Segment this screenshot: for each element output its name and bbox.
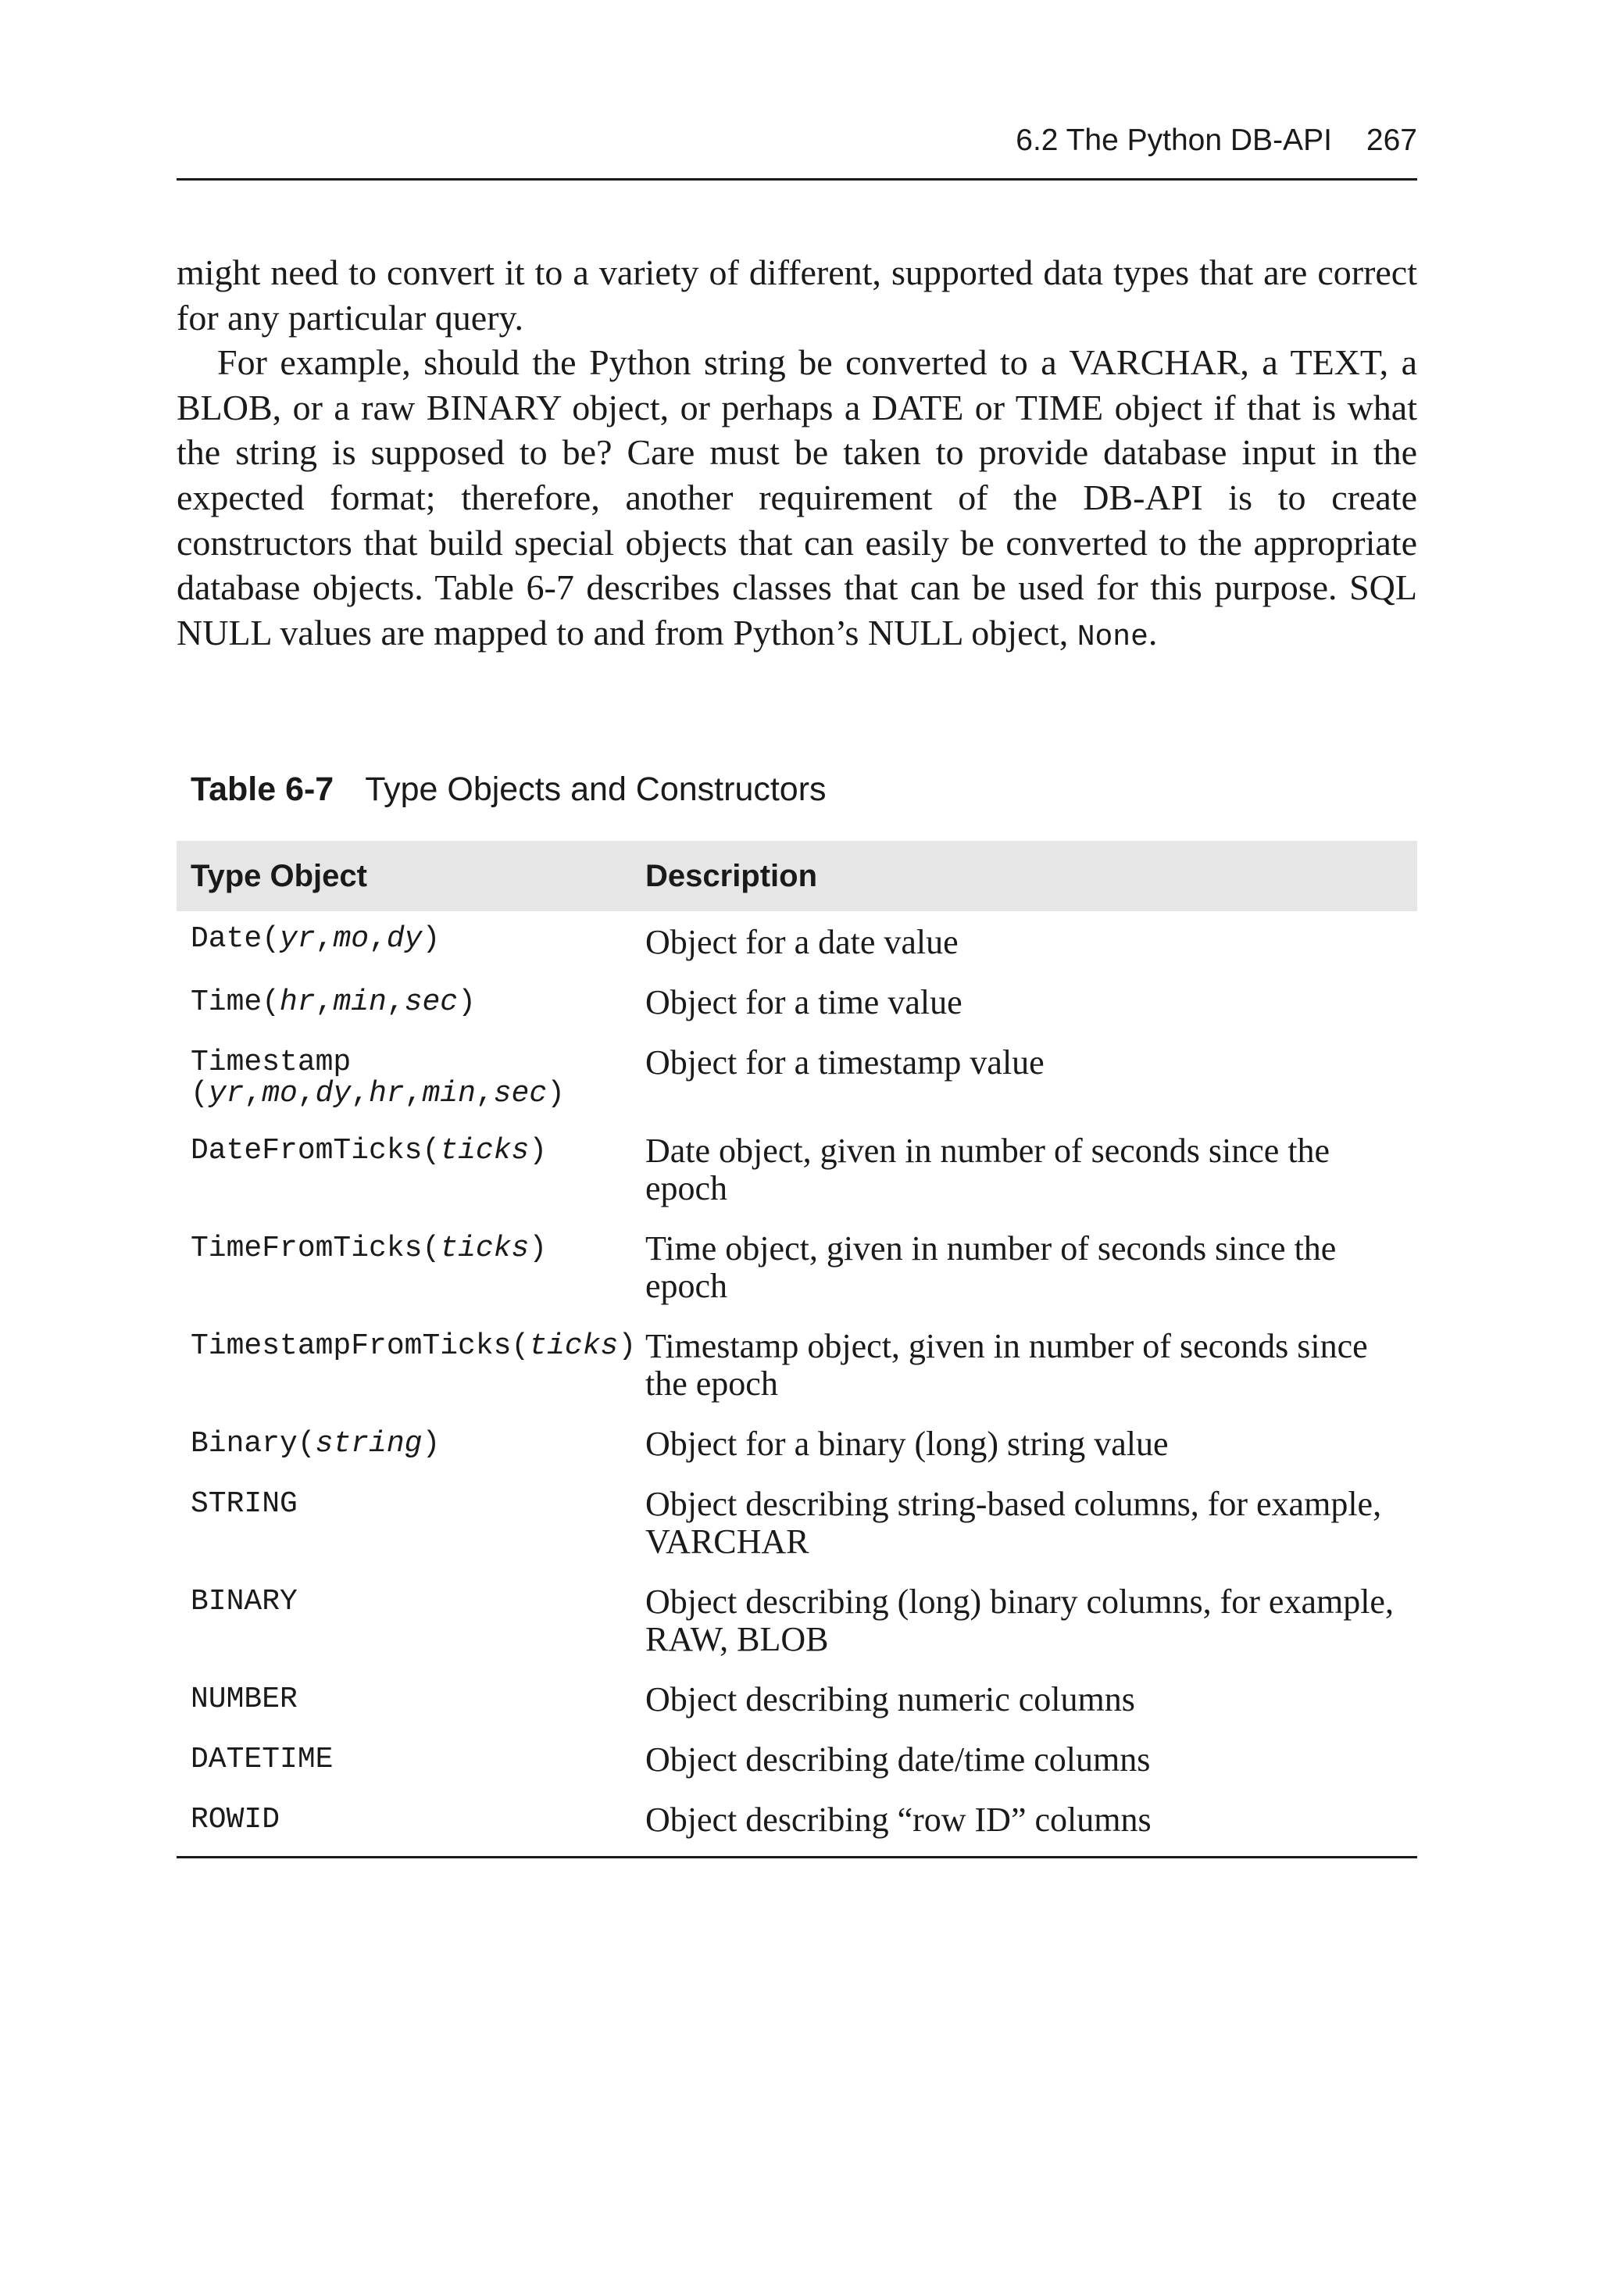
description-cell: Object describing string-based columns, for example, VARCHAR: [645, 1485, 1382, 1561]
type-object-cell: DATETIME: [191, 1743, 334, 1776]
description-cell: Object for a date value: [645, 923, 959, 961]
type-object-cell: ROWID: [191, 1803, 280, 1836]
type-objects-table: [177, 841, 1417, 1858]
type-object-cell: Binary(string): [191, 1427, 441, 1461]
table-caption-title: Type Objects and Constructors: [365, 771, 827, 808]
description-cell: Object for a timestamp value: [645, 1043, 1045, 1082]
section-title: 6.2 The Python DB-API: [1016, 123, 1332, 157]
running-head: [1016, 123, 1417, 158]
description-cell: Object describing date/time columns: [645, 1740, 1151, 1779]
body-text: [177, 250, 1417, 660]
table-row: [177, 1670, 1417, 1730]
table-row: [177, 911, 1417, 973]
column-header-description: Description: [645, 858, 818, 893]
table-row: [177, 1730, 1417, 1790]
table-row: [177, 1219, 1417, 1317]
description-cell: Timestamp object, given in number of seconds since the epoch: [645, 1327, 1368, 1403]
table-header-row: [177, 841, 1417, 911]
table-row: [177, 1475, 1417, 1572]
type-object-cell: Date(yr,mo,dy): [191, 922, 441, 956]
column-header-type-object: Type Object: [191, 858, 367, 893]
paragraph-2-end: .: [1148, 612, 1158, 653]
table-row: [177, 1121, 1417, 1219]
type-object-cell: BINARY: [191, 1585, 298, 1618]
table-row: [177, 1572, 1417, 1670]
table-row: [177, 1317, 1417, 1414]
description-cell: Object describing (long) binary columns, for example, RAW, BLOB: [645, 1583, 1394, 1658]
type-object-cell: Time(hr,min,sec): [191, 985, 476, 1019]
table-row: [177, 1414, 1417, 1475]
table-caption: [191, 771, 827, 809]
table-row: [177, 1033, 1417, 1121]
type-object-cell: Timestamp (yr,mo,dy,hr,min,sec): [191, 1046, 565, 1110]
paragraph-1: might need to convert it to a variety of different, supported data types that are correct for any particular query.: [177, 252, 1417, 338]
description-cell: Object describing “row ID” columns: [645, 1801, 1152, 1839]
table-caption-label: Table 6-7: [191, 771, 334, 808]
type-object-cell: DateFromTicks(ticks): [191, 1134, 548, 1168]
type-object-cell: NUMBER: [191, 1683, 298, 1716]
description-cell: Date object, given in number of seconds since the epoch: [645, 1132, 1330, 1207]
table-body: [177, 911, 1417, 1858]
header-rule: [177, 178, 1417, 181]
paragraph-2-text: For example, should the Python string be converted to a VARCHAR, a TEXT, a BLOB, or a raw BINARY object, or perhaps a DATE or TIME object if that is what the string is supposed to be? Care must be taken to provide database input in the expected format; therefore, another requirement of the DB-API is to create constructors that build special objects that can easily be converted to the appropriate database objects. Table 6-7 describes classes that can be used for this purpose. SQL NULL values are mapped to and from Python’s NULL object,: [177, 342, 1417, 653]
description-cell: Object for a binary (long) string value: [645, 1425, 1169, 1463]
paragraph-2: [177, 340, 1417, 660]
inline-code-none: None: [1077, 620, 1148, 654]
table-row: [177, 1790, 1417, 1858]
table-row: [177, 973, 1417, 1033]
description-cell: Object for a time value: [645, 983, 962, 1021]
description-cell: Time object, given in number of seconds since the epoch: [645, 1229, 1337, 1305]
page-number: 267: [1366, 123, 1417, 157]
type-object-cell: TimeFromTicks(ticks): [191, 1232, 548, 1265]
type-object-cell: TimestampFromTicks(ticks): [191, 1329, 637, 1363]
type-object-cell: STRING: [191, 1487, 298, 1521]
description-cell: Object describing numeric columns: [645, 1680, 1135, 1718]
